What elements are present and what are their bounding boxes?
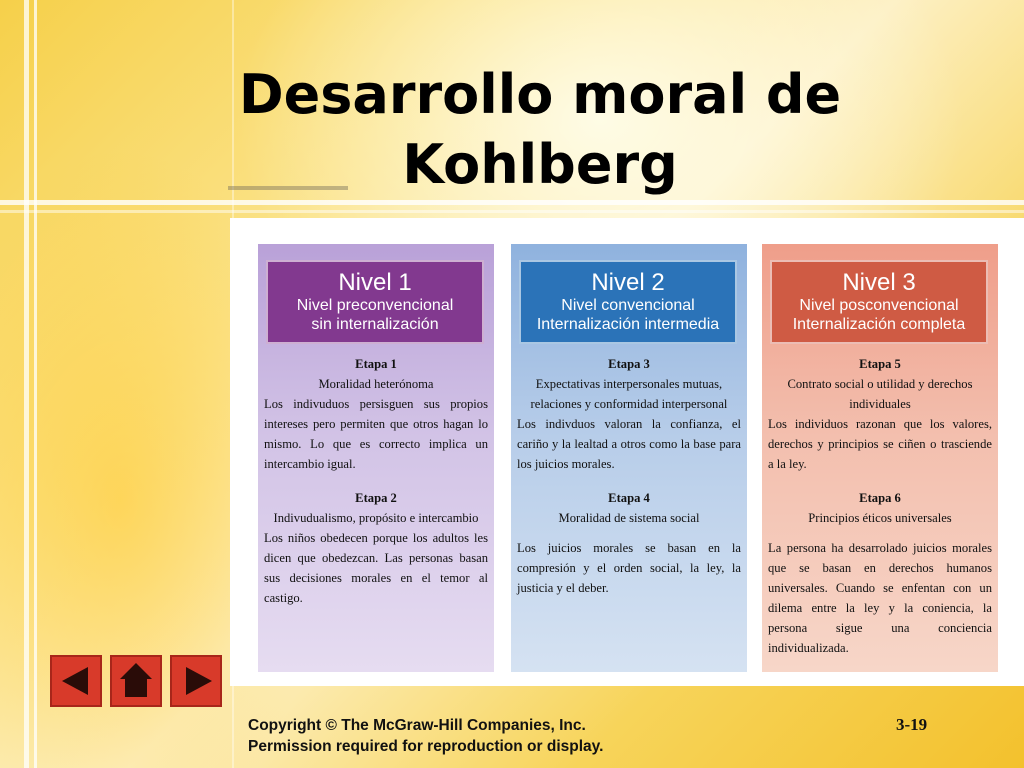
stage-block-3	[515, 354, 743, 474]
level-header-2	[519, 260, 737, 344]
previous-slide-button[interactable]	[50, 655, 102, 707]
level-subtitle: Nivel posconvencional	[799, 297, 959, 314]
stage-description: Los juicios morales se basan en la compresión y el orden social, la ley, la justicia y el deber.	[517, 541, 741, 595]
next-slide-button[interactable]	[170, 655, 222, 707]
stage-name: Moralidad de sistema social	[558, 511, 700, 525]
stage-label: Etapa 4	[608, 491, 650, 505]
level-subtitle: Nivel preconvencional	[296, 297, 454, 314]
stage-name: Contrato social o utilidad y derechos individuales	[787, 377, 973, 411]
stage-block-1	[262, 354, 490, 474]
stage-name: Expectativas interpersonales mutuas, relaciones y conformidad interpersonal	[530, 377, 728, 411]
level-subtitle: Internalización intermedia	[536, 316, 720, 333]
level-column-1	[258, 244, 494, 672]
stage-block-5	[766, 354, 994, 474]
stage-name: Moralidad heterónoma	[318, 377, 434, 391]
copyright-text: Copyright © The McGraw-Hill Companies, Inc.	[248, 717, 586, 734]
level-subtitle: Nivel convencional	[561, 297, 695, 314]
level-header-3	[770, 260, 988, 344]
stage-label: Etapa 5	[859, 357, 901, 371]
level-title: Nivel 2	[591, 269, 665, 296]
arrow-left-icon	[62, 667, 88, 695]
stage-description: Los niños obedecen porque los adultos les dicen que obedezcan. Las personas basan sus decisiones morales en el temor al castigo.	[264, 531, 488, 605]
background-stripe	[24, 0, 29, 768]
permission-text: Permission required for reproduction or display.	[248, 738, 604, 755]
background-stripe	[0, 200, 1024, 205]
level-column-2	[511, 244, 747, 672]
page-number: 3-19	[896, 715, 928, 734]
level-column-3	[762, 244, 998, 672]
level-header-1	[266, 260, 484, 344]
stage-name: Principios éticos universales	[808, 511, 952, 525]
stage-label: Etapa 6	[859, 491, 901, 505]
level-title: Nivel 1	[338, 269, 412, 296]
home-button[interactable]	[110, 655, 162, 707]
stage-description: La persona ha desarrolado juicios morales que se basan en derechos humanos universales. Cuando se enfentan con un dilema entre la ley y la coniencia, la persona sigue una conciencia individualizada.	[768, 541, 992, 655]
background-stripe	[34, 0, 37, 768]
level-title: Nivel 3	[842, 269, 916, 296]
stage-label: Etapa 3	[608, 357, 650, 371]
stage-description: Los indivuduos persisguen sus propios intereses pero permiten que otros hagan lo mismo. Lo que es correcto implica un intercambio igual.	[264, 397, 488, 471]
level-subtitle: sin internalización	[311, 316, 439, 333]
copyright-footer	[248, 715, 603, 757]
stage-label: Etapa 1	[355, 357, 397, 371]
slide-title	[130, 60, 950, 200]
stage-description: Los individuos razonan que los valores, derechos y principios se ciñen o trasciende a la ley.	[768, 417, 992, 471]
level-subtitle: Internalización completa	[792, 316, 966, 333]
slide-title-line1: Desarrollo moral de	[238, 63, 842, 126]
stage-name: Indivudualismo, propósito e intercambio	[273, 511, 479, 525]
stage-block-6	[766, 488, 994, 658]
background-stripe	[0, 210, 1024, 213]
slide-title-line2: Kohlberg	[402, 133, 678, 196]
stage-description: Los indivduos valoran la confianza, el cariño y la lealtad a otros como la base para los juicios morales.	[517, 417, 741, 471]
arrow-right-icon	[186, 667, 212, 695]
stage-block-2	[262, 488, 490, 608]
kohlberg-diagram	[230, 218, 1024, 686]
stage-label: Etapa 2	[355, 491, 397, 505]
stage-block-4	[515, 488, 743, 598]
